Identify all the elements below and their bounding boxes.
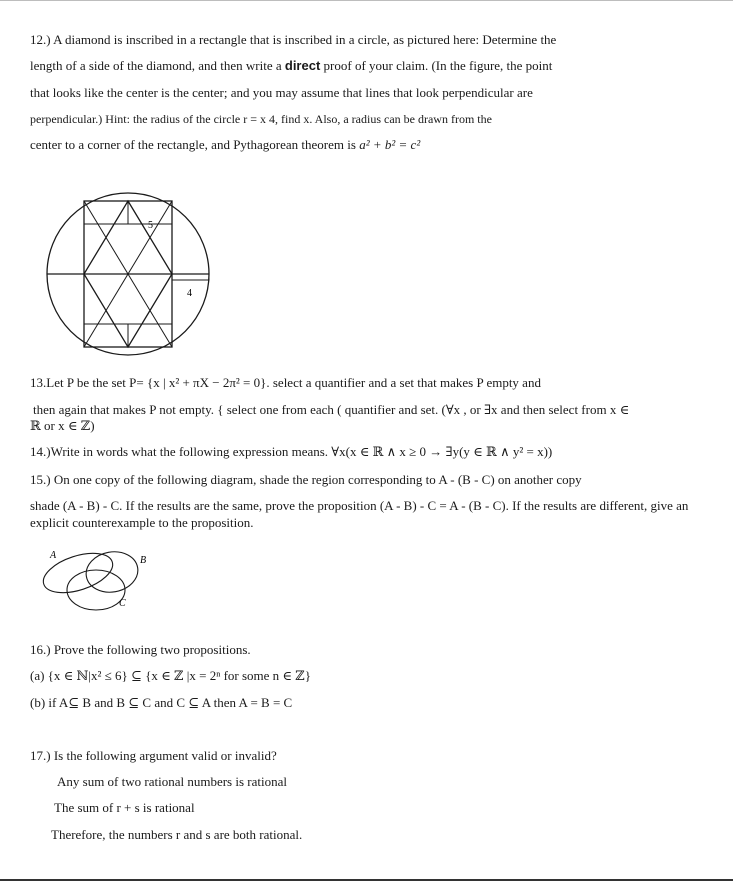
segment-label-5: 5 bbox=[148, 220, 153, 231]
q12-line-5-text: center to a corner of the rectangle, and Pythagorean theorem is bbox=[30, 137, 360, 152]
q12-line-2 bbox=[30, 58, 552, 74]
q12-line-2-start: length of a side of the diamond, and then write a bbox=[30, 58, 285, 73]
q13-line-1: 13.Let P be the set P= {x | x² + πX − 2π² = 0}. select a quantifier and a set that makes P empty and bbox=[30, 375, 541, 390]
set-b-label: B bbox=[140, 555, 147, 566]
q17-premise-2: The sum of r + s is rational bbox=[54, 800, 195, 815]
q12-line-5 bbox=[30, 137, 420, 153]
q17-premise-1: Any sum of two rational numbers is rational bbox=[57, 774, 287, 789]
q12-line-4: perpendicular.) Hint: the radius of the circle r = x 4, find x. Also, a radius can be drawn from the bbox=[30, 112, 492, 126]
segment-label-4: 4 bbox=[187, 288, 192, 299]
circle-rectangle-diamond-figure bbox=[44, 190, 212, 360]
q12-line-1: 12.) A diamond is inscribed in a rectangle that is inscribed in a circle, as pictured here: Determine the bbox=[30, 32, 557, 47]
set-a-label: A bbox=[50, 550, 57, 561]
set-b-ellipse bbox=[83, 548, 141, 596]
q16-part-b: (b) if A⊆ B and B ⊆ C and C ⊆ A then A = B = C bbox=[30, 695, 293, 710]
q13-line-2: then again that makes P not empty. { select one from each ( quantifier and set. (∀x , or ∃x and then select from x ∈ bbox=[33, 402, 630, 417]
radius-tick-mark bbox=[172, 274, 209, 280]
q15-line-2: shade (A - B) - C. If the results are the same, prove the proposition (A - B) - C = A - (B - C). If the results are different, give an bbox=[30, 498, 689, 513]
q12-direct-emphasis: direct bbox=[284, 58, 321, 73]
q17-line-1: 17.) Is the following argument valid or invalid? bbox=[30, 748, 277, 763]
q13-line-3: ℝ or x ∈ ℤ) bbox=[30, 418, 95, 433]
q17-conclusion: Therefore, the numbers r and s are both rational. bbox=[51, 827, 303, 842]
bottom-rule bbox=[0, 879, 733, 881]
pythagorean-formula: a² + b² = c² bbox=[359, 137, 421, 152]
top-rule bbox=[0, 0, 733, 1]
q16-line-1: 16.) Prove the following two propositions. bbox=[30, 642, 251, 657]
q12-line-3: that looks like the center is the center; and you may assume that lines that look perpendicular are bbox=[30, 85, 533, 100]
venn-diagram bbox=[36, 546, 156, 616]
q16-part-a: (a) {x ∈ ℕ|x² ≤ 6} ⊆ {x ∈ ℤ |x = 2ⁿ for some n ∈ ℤ} bbox=[30, 668, 312, 683]
q15-line-3: explicit counterexample to the proposition. bbox=[30, 515, 254, 530]
set-c-ellipse bbox=[67, 570, 125, 610]
set-c-label: C bbox=[119, 598, 126, 609]
q12-line-2-end: proof of your claim. (In the figure, the point bbox=[320, 58, 553, 73]
q15-line-1: 15.) On one copy of the following diagram, shade the region corresponding to A - (B - C) on another copy bbox=[30, 472, 582, 487]
q14-line-1: 14.)Write in words what the following expression means. ∀x(x ∈ ℝ ∧ x ≥ 0 → ∃y(y ∈ ℝ ∧ y² = x)) bbox=[30, 444, 553, 459]
